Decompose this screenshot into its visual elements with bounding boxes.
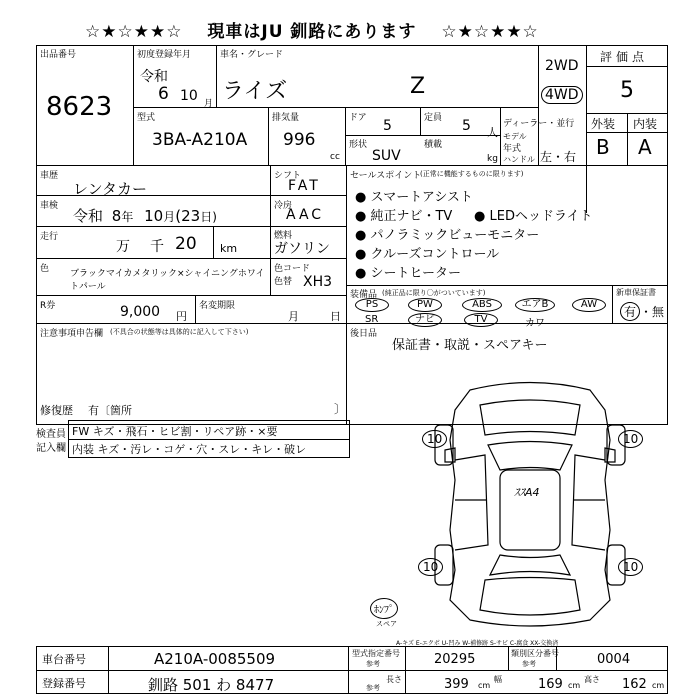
warranty-value: 有 ・無 [620,302,664,321]
equip-pw: PW [408,298,442,312]
equipment-label: 装備品 [350,290,378,300]
first-reg-year: 6 [158,84,169,104]
checker-row-2: 内装 キズ・汚レ・コゲ・穴・スレ・キレ・破レ [72,443,307,456]
body-type-value: SUV [372,148,401,164]
sales-point-3: ● LEDヘッドライト [474,209,593,224]
model-year-label1: モデル [503,132,527,141]
shift-value: FAT [288,178,321,194]
name-change-day: 日 [330,310,341,323]
type-spec-ref: 参考 [366,660,380,668]
checker-label-2: 記入欄 [36,443,66,454]
lot-number: 8623 [46,92,113,122]
notes-sub: (不具合の状態等は具体的に記入して下さい) [110,328,249,336]
handle-value: 左・右 [540,150,577,164]
length-label: 長さ [386,675,402,684]
capacity-label: 定員 [424,113,443,123]
height-value: 162 [622,677,647,692]
color-label: 色 [40,264,50,274]
doors-value: 5 [383,118,392,134]
recycle-label: R券 [40,301,56,311]
history-value: レンタカー [73,180,148,198]
plate-value: 釧路 501 わ 8477 [148,676,275,694]
mileage-man: 万 [116,239,130,255]
recycle-unit: 円 [176,310,187,323]
sales-point-5: ● クルーズコントロール [355,247,500,262]
type-spec-value: 20295 [434,652,476,667]
length-value: 399 [444,677,469,692]
banner-stars-right: ☆★☆★★☆ [441,22,539,42]
warranty-label: 新車保証書 [616,288,656,297]
handle-label: ハンドル [503,155,535,164]
width-label: 幅 [494,675,502,684]
ext-label: 外装 [591,117,616,131]
warranty-no: 無 [652,305,665,319]
drive-4wd: 4WD [541,86,583,104]
repair-value: 有〔箇所 [88,404,132,417]
ext-grade: B [596,135,610,159]
name-change-label: 名変期限 [199,301,236,311]
equip-sr: SR [365,314,379,325]
sales-point-1: ● スマートアシスト [355,190,473,205]
car-name: ライズ [222,79,288,104]
class-code-value: 0004 [597,652,631,667]
equip-aw: AW [572,298,606,312]
class-code-label: 類別区分番号 [511,649,559,658]
model-year-label2: 年式 [503,144,522,154]
first-reg-month-unit: 月 [204,99,214,109]
color-value: ブラックマイカメタリック×シャイニングホワイトパール [70,269,265,292]
displacement-label: 排気量 [272,113,300,123]
mark-rear-left: 10 [418,558,443,576]
car-damage-diagram [400,370,660,640]
ac-label: 冷房 [274,201,293,211]
mileage-unit: km [220,242,238,255]
mark-front-left: 10 [422,430,447,448]
drive-2wd: 2WD [545,58,579,74]
later-value: 保証書・取説・スペアキー [392,338,548,353]
first-reg-era: 令和 [140,69,168,85]
class-code-ref: 参考 [522,660,536,668]
int-grade: A [638,135,652,159]
type-spec-label: 型式指定番号 [352,649,400,658]
name-change-month: 月 [288,310,299,323]
banner-stars-left: ☆★☆★★☆ [85,22,183,42]
name-grade-label: 車名・グレード [220,50,284,60]
displacement-value: 996 [283,130,316,150]
ac-value: AAC [286,207,325,223]
checker-row-1: FW キズ・飛石・ヒビ割・リペア跡・×要 [72,425,278,438]
warranty-yes: 有 [620,302,640,321]
mark-front-right: 10 [618,430,643,448]
banner-text: 現車はJU 釧路にあります [207,22,417,42]
dealer-label: ディーラー・並行 [503,119,575,129]
sales-points-label: セールスポイント [350,171,422,181]
height-unit: cm [652,681,665,690]
mileage-sen: 千 [150,239,164,255]
fuel-value: ガソリン [274,241,330,257]
capacity-unit: 人 [487,126,498,139]
shift-label: シフト [274,171,302,181]
history-label: 車歴 [40,171,59,181]
load-label: 積載 [424,140,443,150]
inspection-date: 令和 8年 10月(23日) [73,207,217,225]
equip-navi: ナビ [408,313,442,327]
width-unit: cm [568,681,581,690]
banner [85,17,635,42]
checker-label-1: 検査員 [36,429,66,440]
fuel-label: 燃料 [274,231,293,241]
model-label: 型式 [137,113,156,123]
rating-label: 評価点 [600,50,649,64]
mileage-value: 20 [175,234,197,254]
spare-tire-icon: ﾎﾝﾌﾟ [370,598,398,619]
mark-roof: ｽｽA4 [514,486,540,499]
lot-label: 出品番号 [40,50,77,60]
sales-point-2: ● 純正ナビ・TV [355,209,453,224]
sales-point-6: ● シートヒーター [355,266,461,281]
height-label: 高さ [584,675,600,684]
equip-airbag: エアB [515,298,555,312]
first-reg-label: 初度登録年月 [137,50,192,60]
chassis-label: 車台番号 [42,653,86,666]
capacity-value: 5 [462,118,471,134]
first-reg-month: 10 [180,88,198,104]
equip-leather: カワ [525,318,545,329]
spare-tire-label: スペア [376,620,397,628]
mark-rear-right: 10 [618,558,643,576]
chassis-value: A210A-0085509 [154,650,276,668]
int-label: 内装 [633,117,658,131]
notes-label: 注意事項申告欄 [40,329,104,339]
equip-abs: ABS [462,298,502,312]
load-unit: kg [487,154,498,164]
plate-label: 登録番号 [42,677,86,690]
repair-close: 〕 [334,402,347,416]
mileage-label: 走行 [40,232,59,242]
sales-points-note: (正常に機能するものに限ります) [420,170,524,178]
sales-point-4: ● パノラミックビューモニター [355,228,540,243]
dims-ref: 参考 [366,684,380,692]
width-value: 169 [538,677,563,692]
color-change-label: 色替 [274,277,293,287]
color-code-value: XH3 [303,274,333,290]
damage-legend: A-キズ E-エクボ U-凹み W-補修跡 S-サビ C-腐食 XX-交換済 [396,640,559,647]
recycle-value: 9,000 [120,304,161,320]
later-label: 後日品 [350,329,378,339]
color-code-label: 色コード [274,264,311,274]
car-grade: Z [410,74,426,99]
equip-tv: TV [464,313,498,327]
repair-label: 修復歴 [40,404,73,417]
inspection-label: 車検 [40,201,59,211]
body-type-label: 形状 [349,140,368,150]
equip-ps: PS [355,298,389,312]
doors-label: ドア [349,113,367,123]
equipment-note: (純正品に限り〇がついています) [382,289,486,297]
rating-value: 5 [620,78,634,103]
length-unit: cm [478,681,491,690]
displacement-unit: cc [330,152,340,162]
model-value: 3BA-A210A [152,130,248,150]
